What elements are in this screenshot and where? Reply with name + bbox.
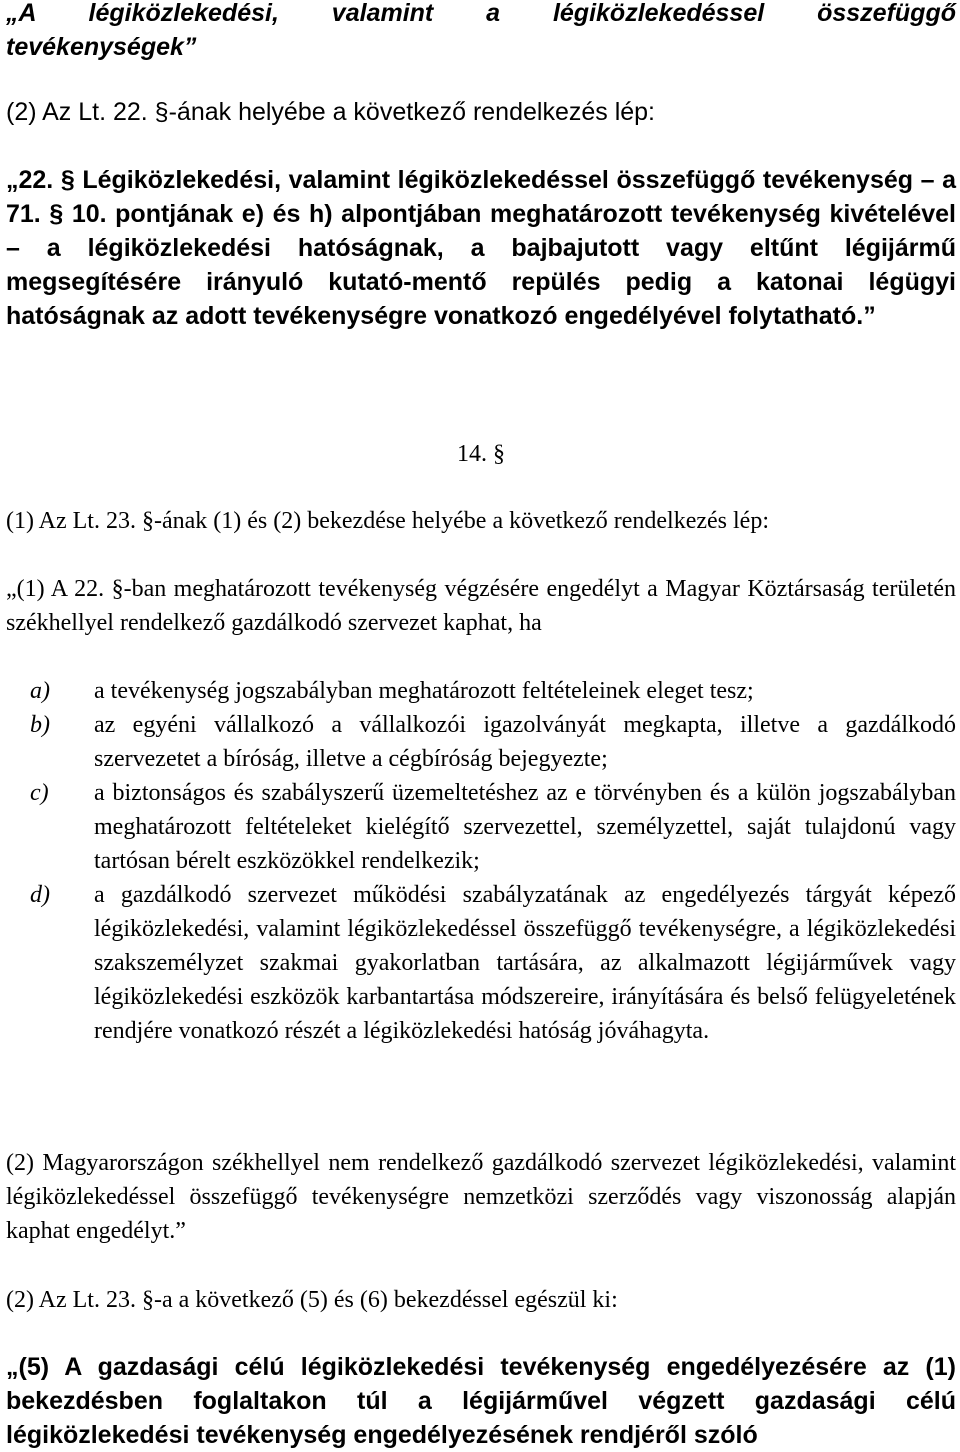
list-item-text: a tevékenység jogszabályban meghatározott feltételeinek eleget tesz; [94,678,754,704]
list-item [30,708,956,776]
list-item [30,674,956,708]
paragraph-2: (2) Magyarországon székhellyel nem rendelkező gazdálkodó szervezet légiközlekedési, valamint légiközlekedéssel összefüggő tevékenységre nemzetközi szerződés vagy viszonosság alapján kaphat engedélyt.” [6,1150,956,1244]
list-item-text: a gazdálkodó szervezet működési szabályzatának az engedélyezés tárgyát képező légiközlekedési, valamint légiközlekedéssel összefüggő tevékenységre, a légiközlekedési szakszemélyzet szakmai gyakorlatban tartására, az alkalmazott légijárművek vagy légiközlekedési eszközök karbantartása módszereire, irányítására és belső felügyeletének rendjére vonatkozó részét a légiközlekedési hatóság jóváhagyta. [94,882,956,1044]
heading [6,0,956,64]
amendment-14-1-intro: (1) Az Lt. 23. §-ának (1) és (2) bekezdése helyébe a következő rendelkezés lép: [6,508,769,534]
list-item [30,776,956,878]
list-item-label: b) [30,712,50,738]
list-item-label: c) [30,780,49,806]
list-item-text: a biztonságos és szabályszerű üzemeltetéshez az e törvényben és a külön jogszabályban meghatározott feltételeket kielégítő szervezettel, személyzettel, saját tulajdonú vagy tartósan bérelt eszközökkel rendelkezik; [94,780,956,874]
list-item-label: a) [30,678,50,704]
paragraph-1: „(1) A 22. §-ban meghatározott tevékenység végzésére engedélyt a Magyar Köztársaság területén székhellyel rendelkező gazdálkodó szervezet kaphat, ha [6,576,956,636]
list-item [30,878,956,1048]
section-14-title: 14. § [457,441,505,467]
heading-line-2: tevékenységek” [6,33,197,61]
list-item-text: az egyéni vállalkozó a vállalkozói igazolványát megkapta, illetve a gazdálkodó szervezetet a bíróság, illetve a cégbíróság bejegyezte; [94,712,956,772]
paragraph-5: „(5) A gazdasági célú légiközlekedési tevékenység engedélyezésére az (1) bekezdésben foglaltakon túl a légijárművel végzett gazdasági célú légiközlekedési tevékenység engedélyezésének rendjéről szóló [6,1353,956,1449]
conditions-list [30,674,956,1048]
heading-line-1: „A légiközlekedési, valamint a légiközlekedéssel összefüggő [6,0,956,27]
amendment-14-2-intro: (2) Az Lt. 23. §-a a következő (5) és (6) bekezdéssel egészül ki: [6,1287,618,1313]
section-22-text: „22. § Légiközlekedési, valamint légiközlekedéssel összefüggő tevékenység – a 71. § 10. pontjának e) és h) alpontjában meghatározott tevékenység kivételével – a légiközlekedési hatóságnak, a bajbajutott vagy eltűnt légijármű megsegítésére irányuló kutató-mentő repülés pedig a katonai légügyi hatóságnak az adott tevékenységre vonatkozó engedélyével folytatható.” [6,166,956,330]
list-item-label: d) [30,882,50,908]
amendment-2-intro: (2) Az Lt. 22. §-ának helyébe a következő rendelkezés lép: [6,98,655,126]
